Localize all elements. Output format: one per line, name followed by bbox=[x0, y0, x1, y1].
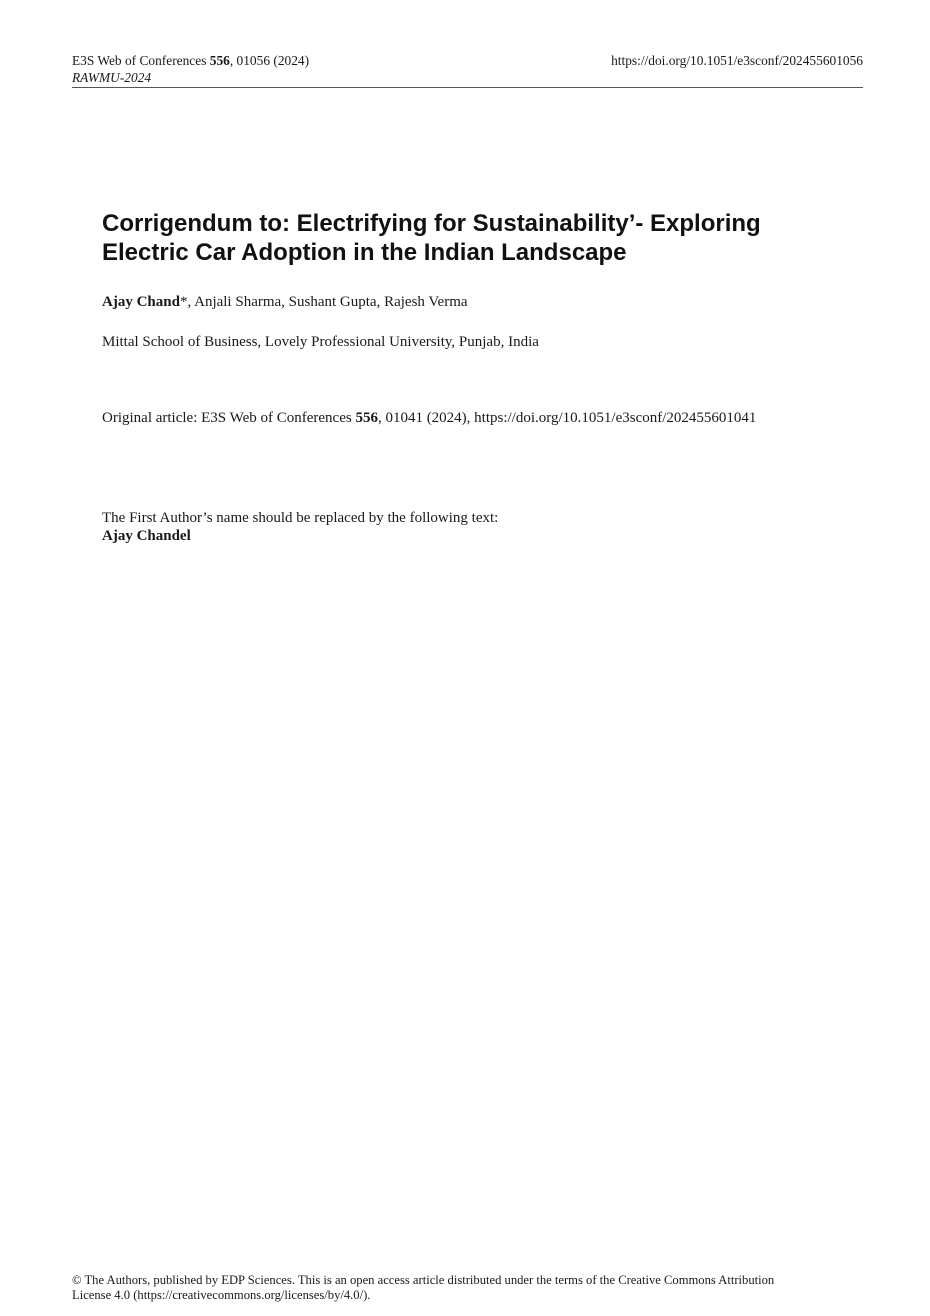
first-author: Ajay Chand bbox=[102, 294, 180, 310]
original-article-prefix: Original article: E3S Web of Conferences bbox=[102, 410, 356, 426]
original-article-suffix: , 01041 (2024), https://doi.org/10.1051/e3sconf/202455601041 bbox=[377, 410, 757, 426]
journal-citation bbox=[72, 52, 309, 69]
journal-volume: 556 bbox=[209, 53, 230, 68]
original-article-reference bbox=[102, 409, 756, 427]
paper-title bbox=[102, 209, 832, 267]
header-doi-link[interactable]: https://doi.org/10.1051/e3sconf/202455601056 bbox=[611, 53, 863, 68]
license-footer bbox=[72, 1273, 863, 1303]
running-header-left bbox=[72, 52, 309, 86]
license-line-2: License 4.0 (https://creativecommons.org/licenses/by/4.0/). bbox=[72, 1288, 371, 1302]
author-affiliation: Mittal School of Business, Lovely Professional University, Punjab, India bbox=[102, 334, 539, 350]
correction-statement: The First Author’s name should be replaced by the following text: bbox=[102, 510, 499, 526]
corrected-author-name: Ajay Chandel bbox=[102, 528, 191, 544]
conference-name: RAWMU-2024 bbox=[72, 70, 152, 85]
article-number: , 01056 (2024) bbox=[229, 53, 310, 68]
correction-notice bbox=[102, 509, 498, 545]
co-authors: , Anjali Sharma, Sushant Gupta, Rajesh Verma bbox=[187, 294, 468, 310]
title-line-1: Corrigendum to: Electrifying for Sustainability’- Exploring bbox=[102, 210, 761, 237]
title-line-2: Electric Car Adoption in the Indian Landscape bbox=[102, 239, 627, 266]
corresponding-marker: * bbox=[179, 294, 188, 310]
license-line-1: © The Authors, published by EDP Sciences. This is an open access article distributed under the terms of the Creative Commons Attribution bbox=[72, 1273, 775, 1287]
header-divider bbox=[72, 87, 863, 88]
journal-name: E3S Web of Conferences bbox=[72, 53, 210, 68]
original-article-volume: 556 bbox=[355, 410, 378, 426]
author-list bbox=[102, 293, 468, 311]
